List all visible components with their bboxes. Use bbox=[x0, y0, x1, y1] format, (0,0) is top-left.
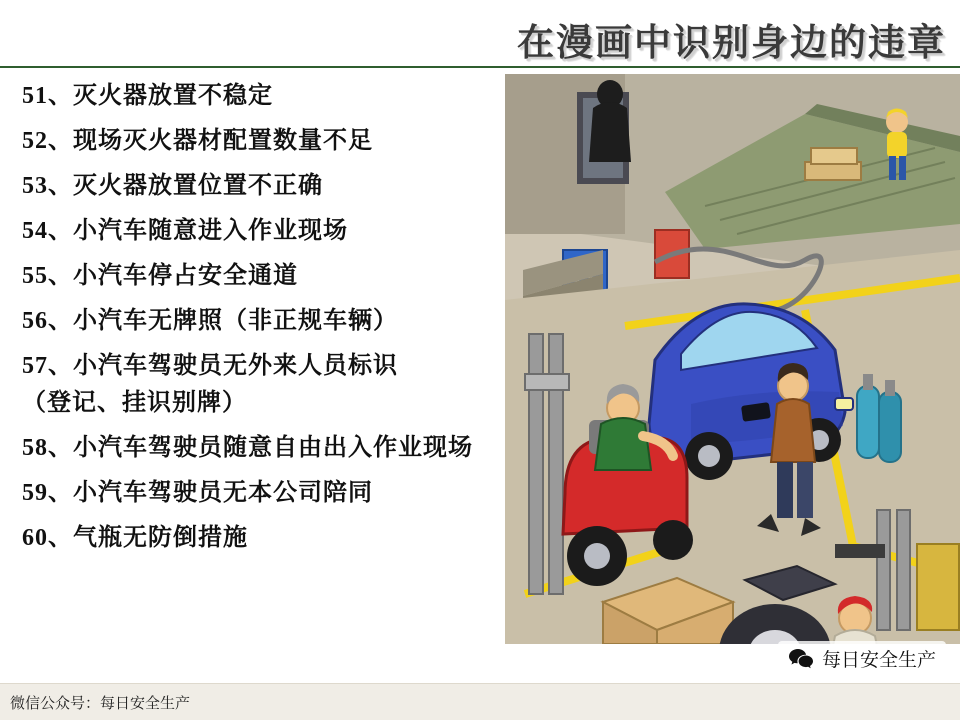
list-item: 55、小汽车停占安全通道 bbox=[22, 263, 298, 289]
violation-list bbox=[0, 74, 512, 674]
wechat-account-badge bbox=[778, 641, 946, 676]
list-item: 56、小汽车无牌照（非正规车辆） bbox=[22, 308, 398, 334]
wechat-icon bbox=[788, 648, 814, 670]
list-item: 57、小汽车驾驶员无外来人员标识 bbox=[22, 353, 398, 379]
list-item: 53、灭火器放置位置不正确 bbox=[22, 173, 323, 199]
list-item: 58、小汽车驾驶员随意自由出入作业现场 bbox=[22, 435, 473, 461]
list-item: 54、小汽车随意进入作业现场 bbox=[22, 218, 348, 244]
page-title: 在漫画中识别身边的违章 bbox=[517, 23, 946, 64]
list-item: 60、气瓶无防倒措施 bbox=[22, 525, 248, 551]
list-item: 51、灭火器放置不稳定 bbox=[22, 83, 273, 109]
slide-header bbox=[0, 0, 960, 68]
footer-bar bbox=[0, 683, 960, 720]
footer-account-text: 微信公众号：每日安全生产 bbox=[10, 695, 191, 712]
list-item: 52、现场灭火器材配置数量不足 bbox=[22, 128, 373, 154]
warehouse-cartoon-scene bbox=[505, 74, 960, 644]
list-item: （登记、挂识别牌） bbox=[22, 390, 247, 416]
list-item: 59、小汽车驾驶员无本公司陪同 bbox=[22, 480, 373, 506]
wechat-account-name: 每日安全生产 bbox=[821, 650, 936, 671]
